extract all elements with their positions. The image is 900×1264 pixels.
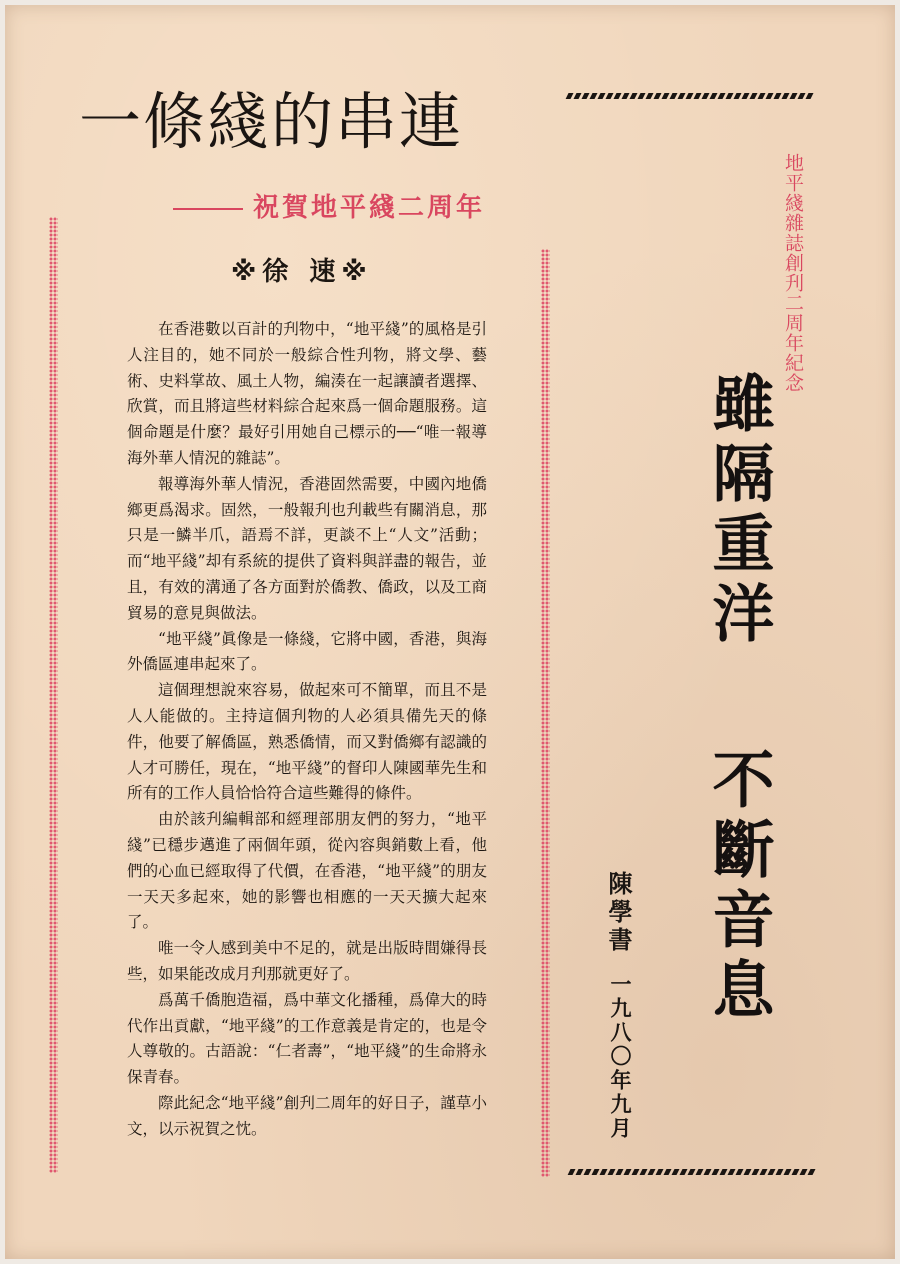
inscription-signer: 陳學書: [604, 871, 633, 955]
inscription-date: 一九八〇年九月: [608, 973, 633, 1141]
paragraph-7: 爲萬千僑胞造福，爲中華文化播種，爲偉大的時代作出貢獻，“地平綫”的工作意義是肯定的，也是令人尊敬的。古語說：“仁者壽”，“地平綫”的生命將永保青春。: [127, 990, 487, 1087]
anniversary-note: 地平綫雜誌創刋二周年紀念: [782, 153, 804, 393]
left-dotted-border: [49, 217, 58, 1173]
article-author: ※徐 速※: [231, 257, 373, 287]
paragraph-3: “地平綫”眞像是一條綫，它將中國，香港，與海外僑區連串起來了。: [127, 629, 487, 674]
top-decorative-rule: [566, 93, 815, 99]
paragraph-8: 際此紀念“地平綫”創刋二周年的好日子，謹草小文，以示祝賀之忱。: [127, 1093, 487, 1138]
right-dotted-border: [541, 249, 550, 1177]
paragraph-1: 在香港數以百計的刋物中，“地平綫”的風格是引人注目的，她不同於一般綜合性刋物，將文學、藝術、史料掌故、風土人物，編湊在一起讓讀者選擇、欣賞，而且將這些材料綜合起來爲一個命題服務。這個命題是什麼？最好引用她自己標示的──“唯一報導海外華人情況的雜誌”。: [127, 320, 487, 467]
article-title: 一條綫的串連: [79, 85, 464, 158]
bottom-decorative-rule: [568, 1169, 817, 1175]
article-subtitle: [173, 187, 485, 224]
calligraphy-line-2: 不斷音息: [702, 747, 775, 1027]
paragraph-6: 唯一令人感到美中不足的，就是出版時間嫌得長些，如果能改成月刋那就更好了。: [127, 939, 487, 983]
article-subtitle-text: 祝賀地平綫二周年: [253, 193, 486, 223]
calligraphy-line-1: 雖隔重洋: [702, 371, 775, 651]
subtitle-dash: [173, 208, 243, 210]
paragraph-2: 報導海外華人情況，香港固然需要，中國內地僑鄉更爲渴求。固然，一般報刋也刋載些有關消息，那只是一鱗半爪，語焉不詳，更談不上“人文”活動；而“地平綫”却有系統的提供了資料與詳盡的報告，並且，有效的溝通了各方面對於僑教、僑政，以及工商貿易的意見與做法。: [127, 474, 487, 622]
paragraph-4: 這個理想說來容易，做起來可不簡單，而且不是人人能做的。主持這個刋物的人必須具備先天的條件，他要了解僑區，熟悉僑情，而又對僑鄉有認識的人才可勝任，現在，“地平綫”的督印人陳國華先生和所有的工作人員恰恰符合這些難得的條件。: [127, 681, 487, 803]
paragraph-5: 由於該刋編輯部和經理部朋友們的努力，“地平綫”已穩步邁進了兩個年頭，從內容與銷數上看，他們的心血已經取得了代價，在香港，“地平綫”的朋友一天天多起來，她的影響也相應的一天天擴大起來了。: [127, 810, 487, 932]
article-body: [127, 317, 487, 1143]
